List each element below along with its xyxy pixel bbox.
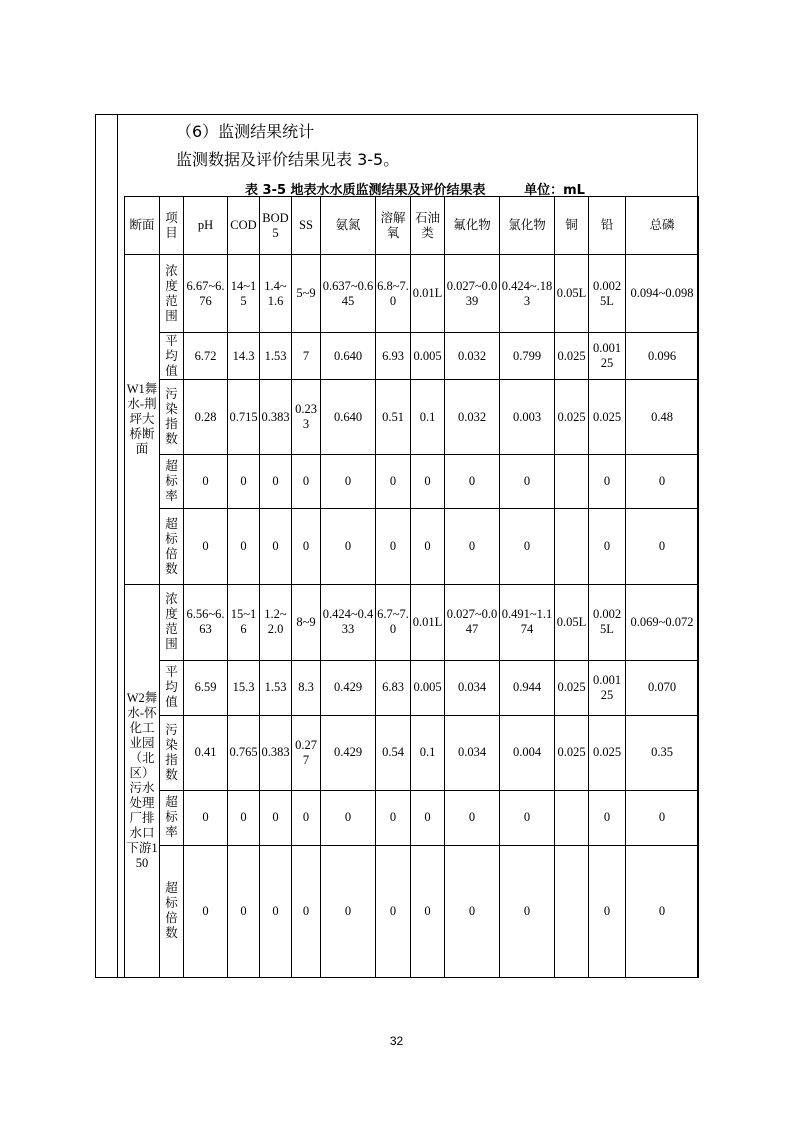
table-row <box>125 509 699 585</box>
value-cell: 0 <box>321 509 376 585</box>
value-cell: 6.56~6.63 <box>184 585 228 660</box>
value-cell: 0 <box>411 455 445 509</box>
value-cell: 0.640 <box>321 380 376 455</box>
value-cell: 0 <box>321 790 376 845</box>
value-cell: 0 <box>589 845 626 977</box>
value-cell: 0 <box>376 455 411 509</box>
value-cell: 0 <box>376 790 411 845</box>
value-cell: 0.640 <box>321 333 376 380</box>
value-cell: 0.05L <box>555 255 589 333</box>
value-cell: 0.424~.183 <box>500 255 555 333</box>
value-cell: 0.277 <box>292 715 321 790</box>
value-cell: 0.00125 <box>589 333 626 380</box>
value-cell: 0 <box>228 455 260 509</box>
table-body <box>125 255 699 978</box>
value-cell: 0.715 <box>228 380 260 455</box>
value-cell <box>555 790 589 845</box>
water-quality-table <box>124 196 699 978</box>
value-cell: 0.003 <box>500 380 555 455</box>
value-cell: 0.01L <box>411 255 445 333</box>
value-cell: 0 <box>500 845 555 977</box>
value-cell: 5~9 <box>292 255 321 333</box>
value-cell: 1.2~2.0 <box>260 585 292 660</box>
value-cell: 15.3 <box>228 660 260 715</box>
value-cell: 0.944 <box>500 660 555 715</box>
value-cell: 0.069~0.072 <box>626 585 699 660</box>
value-cell: 0.025 <box>589 380 626 455</box>
value-cell: 0.027~0.047 <box>445 585 500 660</box>
value-cell: 0 <box>445 509 500 585</box>
value-cell: 0 <box>228 509 260 585</box>
item-label-cell: 浓度范围 <box>160 255 184 333</box>
value-cell: 0.027~0.039 <box>445 255 500 333</box>
value-cell: 0.429 <box>321 715 376 790</box>
section-heading: （6）监测结果统计 <box>176 122 315 141</box>
value-cell <box>555 845 589 977</box>
value-cell: 0.429 <box>321 660 376 715</box>
value-cell: 14.3 <box>228 333 260 380</box>
value-cell: 0.004 <box>500 715 555 790</box>
value-cell: 6.83 <box>376 660 411 715</box>
value-cell: 1.53 <box>260 333 292 380</box>
value-cell: 0.41 <box>184 715 228 790</box>
value-cell: 0.05L <box>555 585 589 660</box>
col-header: 石油类 <box>411 197 445 255</box>
value-cell: 0 <box>589 790 626 845</box>
item-label-cell: 污染指数 <box>160 715 184 790</box>
value-cell: 0.070 <box>626 660 699 715</box>
table-row <box>125 333 699 380</box>
value-cell: 0 <box>184 845 228 977</box>
item-label-cell: 污染指数 <box>160 380 184 455</box>
value-cell: 0.034 <box>445 715 500 790</box>
value-cell: 0 <box>411 509 445 585</box>
value-cell: 0.032 <box>445 380 500 455</box>
value-cell: 6.8~7.0 <box>376 255 411 333</box>
item-label-cell: 浓度范围 <box>160 585 184 660</box>
item-label-cell: 超标倍数 <box>160 509 184 585</box>
value-cell: 1.53 <box>260 660 292 715</box>
value-cell: 0.28 <box>184 380 228 455</box>
section-name-cell: W1舞水-荆坪大桥断面 <box>125 255 160 585</box>
intro-paragraph: 监测数据及评价结果见表 3-5。 <box>176 150 400 169</box>
value-cell: 0.1 <box>411 715 445 790</box>
value-cell: 0 <box>445 790 500 845</box>
value-cell: 0.096 <box>626 333 699 380</box>
value-cell: 0 <box>376 845 411 977</box>
table-row <box>125 455 699 509</box>
col-header: 溶解氧 <box>376 197 411 255</box>
value-cell: 0.54 <box>376 715 411 790</box>
value-cell: 0 <box>626 455 699 509</box>
value-cell: 6.7~7.0 <box>376 585 411 660</box>
col-header: 项目 <box>160 197 184 255</box>
col-header: BOD5 <box>260 197 292 255</box>
value-cell: 0.383 <box>260 715 292 790</box>
section-name-cell: W2舞水-怀化工业园（北区）污水处理厂排水口下游150 <box>125 585 160 978</box>
value-cell: 6.72 <box>184 333 228 380</box>
table-row <box>125 790 699 845</box>
col-header: 氨氮 <box>321 197 376 255</box>
value-cell: 0 <box>321 845 376 977</box>
value-cell: 0.35 <box>626 715 699 790</box>
value-cell: 0 <box>292 455 321 509</box>
value-cell: 0 <box>321 455 376 509</box>
value-cell: 0 <box>184 455 228 509</box>
value-cell: 0 <box>626 790 699 845</box>
col-header: 总磷 <box>626 197 699 255</box>
value-cell: 0.383 <box>260 380 292 455</box>
value-cell: 0.005 <box>411 333 445 380</box>
value-cell: 0 <box>411 790 445 845</box>
value-cell: 0 <box>292 790 321 845</box>
table-row <box>125 715 699 790</box>
col-header: 氟化物 <box>445 197 500 255</box>
value-cell: 0 <box>376 509 411 585</box>
value-cell: 0 <box>589 509 626 585</box>
value-cell: 0.1 <box>411 380 445 455</box>
item-label-cell: 超标率 <box>160 790 184 845</box>
value-cell: 0 <box>626 845 699 977</box>
frame-divider <box>117 114 118 978</box>
value-cell <box>555 509 589 585</box>
value-cell: 0 <box>260 845 292 977</box>
col-header: 断面 <box>125 197 160 255</box>
value-cell: 0 <box>260 509 292 585</box>
value-cell: 0.005 <box>411 660 445 715</box>
value-cell: 0.094~0.098 <box>626 255 699 333</box>
value-cell: 0.0025L <box>589 585 626 660</box>
col-header: COD <box>228 197 260 255</box>
value-cell: 0.00125 <box>589 660 626 715</box>
table-row <box>125 845 699 977</box>
value-cell: 0.765 <box>228 715 260 790</box>
value-cell: 0.51 <box>376 380 411 455</box>
item-label-cell: 平均值 <box>160 333 184 380</box>
value-cell: 0 <box>260 455 292 509</box>
value-cell: 0.025 <box>555 380 589 455</box>
value-cell: 0.637~0.645 <box>321 255 376 333</box>
value-cell: 0 <box>184 790 228 845</box>
table-row <box>125 380 699 455</box>
value-cell: 0.491~1.174 <box>500 585 555 660</box>
value-cell: 6.67~6.76 <box>184 255 228 333</box>
page-number: 32 <box>389 1034 404 1048</box>
table-row <box>125 660 699 715</box>
value-cell: 0.025 <box>555 660 589 715</box>
value-cell: 6.59 <box>184 660 228 715</box>
value-cell: 0 <box>411 845 445 977</box>
value-cell: 0.48 <box>626 380 699 455</box>
col-header: SS <box>292 197 321 255</box>
value-cell: 15~16 <box>228 585 260 660</box>
value-cell: 0.233 <box>292 380 321 455</box>
col-header: 铅 <box>589 197 626 255</box>
value-cell: 0 <box>500 790 555 845</box>
table-row <box>125 585 699 660</box>
value-cell: 0.424~0.433 <box>321 585 376 660</box>
value-cell: 0.01L <box>411 585 445 660</box>
value-cell: 8.3 <box>292 660 321 715</box>
value-cell: 0 <box>292 845 321 977</box>
value-cell: 6.93 <box>376 333 411 380</box>
value-cell: 0 <box>445 455 500 509</box>
value-cell: 0 <box>589 455 626 509</box>
value-cell: 0.025 <box>555 333 589 380</box>
value-cell: 0 <box>228 790 260 845</box>
value-cell: 0 <box>184 509 228 585</box>
value-cell: 0.0025L <box>589 255 626 333</box>
value-cell <box>555 455 589 509</box>
table-caption-title: 表 3-5 地表水水质监测结果及评价结果表 <box>245 183 486 198</box>
table-unit: 单位：mL <box>524 183 585 198</box>
value-cell: 8~9 <box>292 585 321 660</box>
col-header: pH <box>184 197 228 255</box>
value-cell: 0 <box>445 845 500 977</box>
value-cell: 0 <box>500 455 555 509</box>
value-cell: 0 <box>228 845 260 977</box>
value-cell: 0.025 <box>589 715 626 790</box>
col-header: 铜 <box>555 197 589 255</box>
value-cell: 0 <box>626 509 699 585</box>
value-cell: 0.025 <box>555 715 589 790</box>
item-label-cell: 超标倍数 <box>160 845 184 977</box>
value-cell: 14~15 <box>228 255 260 333</box>
value-cell: 0 <box>500 509 555 585</box>
table-header-row <box>125 197 699 255</box>
value-cell: 0 <box>260 790 292 845</box>
value-cell: 0.034 <box>445 660 500 715</box>
item-label-cell: 超标率 <box>160 455 184 509</box>
col-header: 氯化物 <box>500 197 555 255</box>
value-cell: 0 <box>292 509 321 585</box>
table-row <box>125 255 699 333</box>
value-cell: 1.4~1.6 <box>260 255 292 333</box>
value-cell: 7 <box>292 333 321 380</box>
value-cell: 0.799 <box>500 333 555 380</box>
value-cell: 0.032 <box>445 333 500 380</box>
item-label-cell: 平均值 <box>160 660 184 715</box>
